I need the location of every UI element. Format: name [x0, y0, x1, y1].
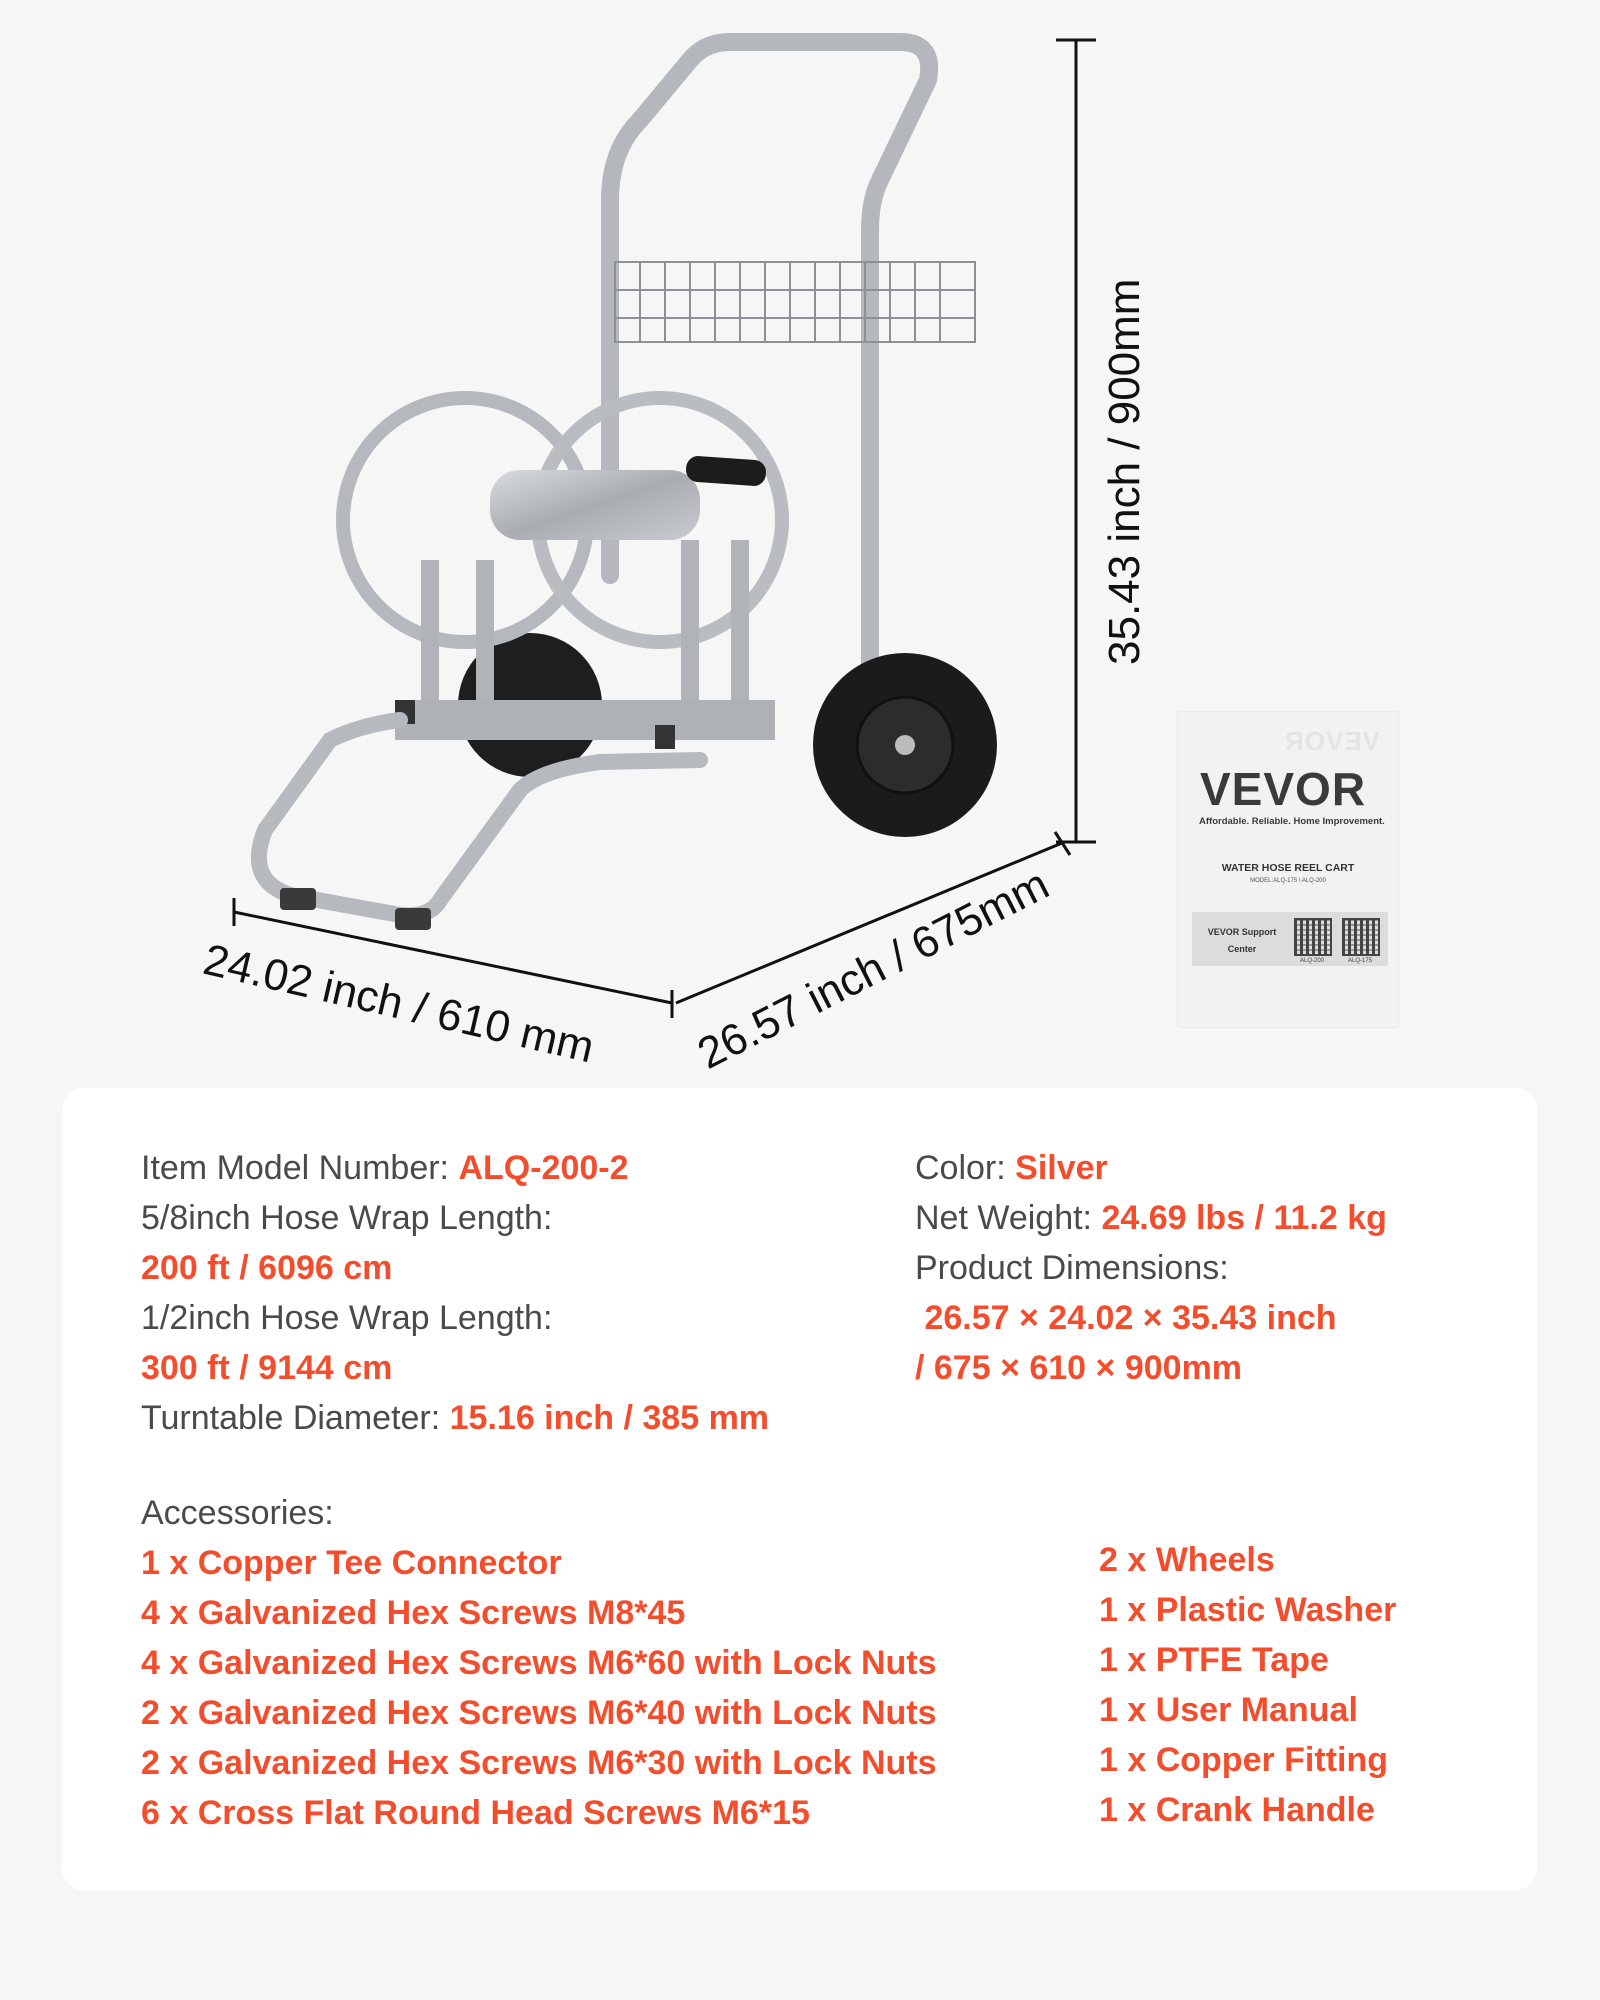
manual-brand-logo: VEVOR: [1200, 763, 1367, 815]
weight-value: 24.69 lbs / 11.2 kg: [1101, 1199, 1387, 1237]
accessory-item: 2 x Galvanized Hex Screws M6*40 with Lock Nuts: [141, 1694, 937, 1732]
accessory-item: 1 x Plastic Washer: [1099, 1591, 1397, 1629]
accessory-item: 1 x Crank Handle: [1099, 1791, 1375, 1829]
model-number-row: [141, 1143, 769, 1193]
model-number-value: ALQ-200-2: [458, 1149, 629, 1187]
dimensions-value-mm: / 675 × 610 × 900mm: [915, 1349, 1243, 1387]
manual-model: MODEL:ALQ-175 \ ALQ-200: [1250, 878, 1326, 884]
reel-drum: [490, 470, 700, 540]
user-manual-booklet: [1178, 712, 1398, 1027]
color-value: Silver: [1015, 1149, 1108, 1187]
accessory-item: 1 x User Manual: [1099, 1691, 1358, 1729]
manual-support-box: [1192, 912, 1388, 966]
accessory-item: 1 x Copper Fitting: [1099, 1741, 1388, 1779]
accessory-item: 6 x Cross Flat Round Head Screws M6*15: [141, 1794, 810, 1832]
model-number-label: Item Model Number:: [141, 1149, 459, 1187]
color-row: [915, 1143, 1387, 1193]
accessory-item: 1 x PTFE Tape: [1099, 1641, 1329, 1679]
weight-label: Net Weight:: [915, 1199, 1102, 1237]
accessories-left-list: [141, 1538, 937, 1838]
accessory-item: 2 x Wheels: [1099, 1541, 1275, 1579]
accessories-right-list: [1099, 1535, 1396, 1835]
qr-code-icon: [1342, 918, 1380, 956]
manual-title: WATER HOSE REEL CART: [1221, 862, 1355, 874]
accessory-item: 4 x Galvanized Hex Screws M8*45: [141, 1594, 686, 1632]
dimensions-label: Product Dimensions:: [915, 1249, 1229, 1287]
support-line-2: Center: [1227, 944, 1257, 954]
turntable-label: Turntable Diameter:: [141, 1399, 450, 1437]
hose-58-value: 200 ft / 6096 cm: [141, 1249, 393, 1287]
manual-tagline: Affordable. Reliable. Home Improvement.: [1199, 816, 1385, 827]
qr-caption: ALQ-175: [1348, 958, 1373, 964]
manual-ghost-logo: VEVOR: [1283, 726, 1380, 756]
crank-handle: [685, 455, 767, 487]
color-label: Color:: [915, 1149, 1016, 1187]
accessory-item: 4 x Galvanized Hex Screws M6*60 with Lock Nuts: [141, 1644, 937, 1682]
accessory-item: 1 x Copper Tee Connector: [141, 1544, 562, 1582]
hose-12-value: 300 ft / 9144 cm: [141, 1349, 393, 1387]
qr-caption: ALQ-200: [1300, 958, 1325, 964]
handle-frame: [610, 42, 929, 700]
hose-58-label: 5/8inch Hose Wrap Length:: [141, 1199, 553, 1237]
width-dimension-label: 24.02 inch / 610 mm: [198, 935, 599, 1073]
height-dimension-label: 35.43 inch / 900mm: [1100, 278, 1149, 665]
dimensions-value-inch: 26.57 × 24.02 × 35.43 inch: [915, 1299, 1337, 1337]
turntable-value: 15.16 inch / 385 mm: [449, 1399, 770, 1437]
hose-12-label: 1/2inch Hose Wrap Length:: [141, 1299, 553, 1337]
wire-basket: [615, 262, 975, 342]
base-platform: [395, 700, 775, 740]
accessory-item: 2 x Galvanized Hex Screws M6*30 with Lock Nuts: [141, 1744, 937, 1782]
weight-row: [915, 1193, 1387, 1243]
support-center-label: [1202, 924, 1282, 958]
turntable-row: [141, 1393, 769, 1443]
specs-right-column: [915, 1143, 1387, 1393]
depth-dimension-label: 26.57 inch / 675mm: [690, 859, 1057, 1079]
support-line-1: VEVOR Support: [1207, 927, 1277, 937]
accessories-label: Accessories:: [141, 1494, 334, 1532]
specs-left-column: [141, 1143, 769, 1443]
qr-code-icon: [1294, 918, 1332, 956]
